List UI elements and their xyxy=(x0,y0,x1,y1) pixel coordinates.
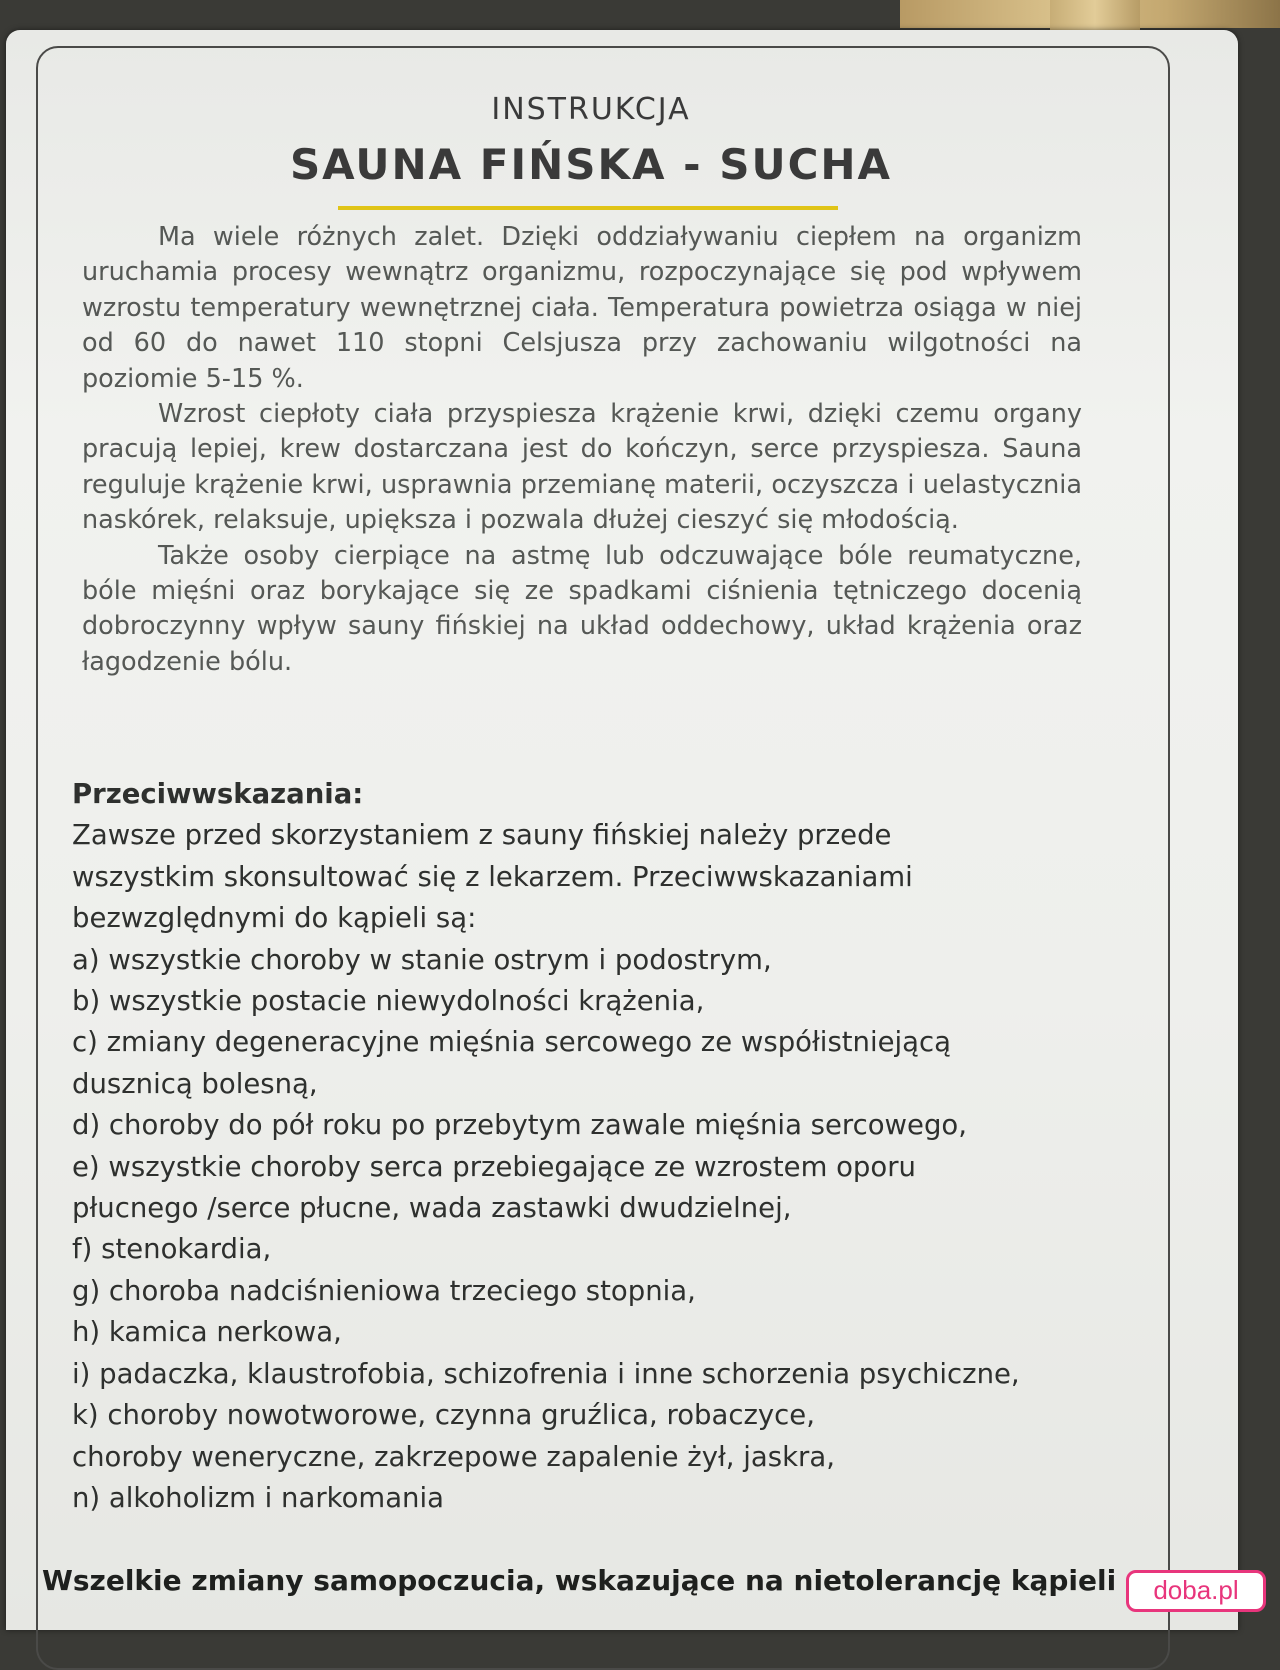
contra-item-a: a) wszystkie choroby w stanie ostrym i podostrym, xyxy=(72,943,772,976)
instruction-sheet xyxy=(6,30,1238,1630)
footer-text: Wszelkie zmiany samopoczucia, wskazujące na nietolerancję kąpieli xyxy=(42,1564,1117,1597)
sheet-title: SAUNA FIŃSKA - SUCHA xyxy=(289,140,893,189)
contra-item-h: h) kamica nerkowa, xyxy=(72,1316,342,1349)
title-underline xyxy=(338,206,838,210)
intro-paragraph-1: Ma wiele różnych zalet. Dzięki oddziaływaniu ciepłem na organizm uruchamia procesy wewnątrz organizmu, rozpoczynające się pod wpływem wzrostu temperatury wewnętrznej ciała. Temperatura powietrza osiąga w niej od 60 do nawet 110 stopni Celsjusza przy zachowaniu wilgotności na poziomie 5-15 %. xyxy=(82,222,1082,394)
contra-line: bezwzględnymi do kąpieli są: xyxy=(72,902,477,935)
contra-item-k-cont: choroby weneryczne, zakrzepowe zapalenie żył, jaskra, xyxy=(72,1440,835,1473)
contraindications-heading: Przeciwwskazania: xyxy=(72,778,364,810)
contraindications-section xyxy=(72,774,1182,1519)
intro-paragraph-3: Także osoby cierpiące na astmę lub odczuwające bóle reumatyczne, bóle mięśni oraz borykające się ze spadkami ciśnienia tętniczego docenią dobroczynny wpływ sauny fińskiej na układ oddechowy, układ krążenia oraz łagodzenie bólu. xyxy=(82,540,1082,677)
contra-item-e-cont: płucnego /serce płucne, wada zastawki dwudzielnej, xyxy=(72,1192,792,1225)
contra-item-g: g) choroba nadciśnieniowa trzeciego stopnia, xyxy=(72,1274,696,1307)
contra-line: wszystkim skonsultować się z lekarzem. Przeciwwskazaniami xyxy=(72,860,913,893)
sheet-subtitle: INSTRUKCJA xyxy=(491,92,691,127)
intro-text xyxy=(82,220,1082,680)
contra-item-c: c) zmiany degeneracyjne mięśnia sercowego ze współistniejącą xyxy=(72,1026,952,1059)
intro-paragraph-2: Wzrost ciepłoty ciała przyspiesza krążenie krwi, dzięki czemu organy pracują lepiej, krew dostarczana jest do kończyn, serce przyspiesza. Sauna reguluje krążenie krwi, usprawnia przemianę materii, oczyszcza i uelastycznia naskórek, relaksuje, upiększa i pozwala dłużej cieszyć się młodością. xyxy=(82,399,1082,536)
contra-item-k: k) choroby nowotworowe, czynna gruźlica, robaczyce, xyxy=(72,1399,815,1432)
wood-post xyxy=(1050,0,1140,30)
contra-item-b: b) wszystkie postacie niewydolności krążenia, xyxy=(72,985,705,1018)
contra-item-f: f) stenokardia, xyxy=(72,1233,272,1266)
contra-item-e: e) wszystkie choroby serca przebiegające ze wzrostem oporu xyxy=(72,1150,916,1183)
contra-item-i: i) padaczka, klaustrofobia, schizofrenia i inne schorzenia psychiczne, xyxy=(72,1357,1020,1390)
contra-item-c-cont: dusznicą bolesną, xyxy=(72,1067,318,1100)
contra-line: Zawsze przed skorzystaniem z sauny fińskiej należy przede xyxy=(72,819,892,852)
watermark-logo: doba.pl xyxy=(1126,1570,1266,1612)
contra-item-d: d) choroby do pół roku po przebytym zawale mięśnia sercowego, xyxy=(72,1109,967,1142)
contra-item-n: n) alkoholizm i narkomania xyxy=(72,1481,444,1514)
